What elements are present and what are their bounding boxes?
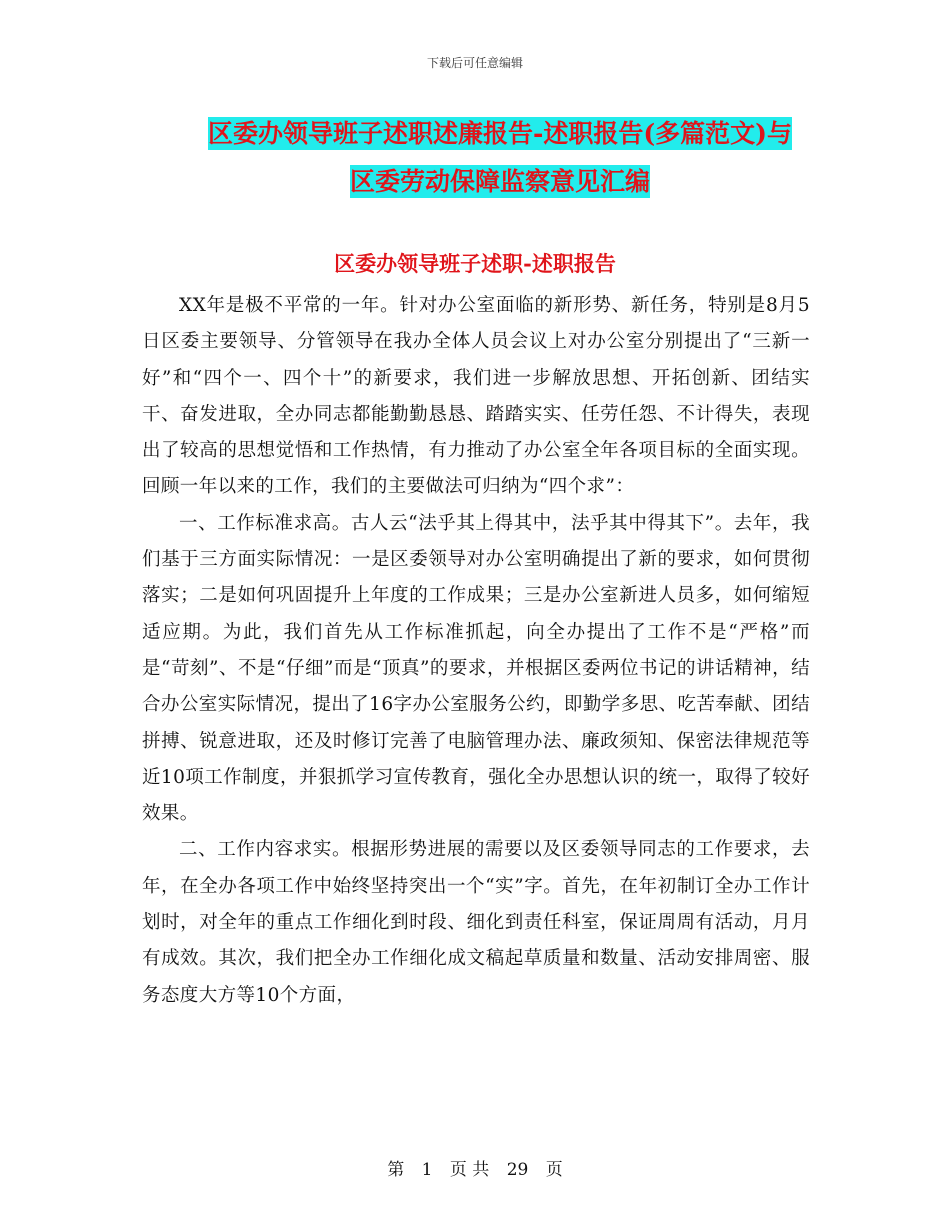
page-label-prefix: 第	[387, 1160, 405, 1180]
header-note: 下载后可任意编辑	[426, 56, 523, 70]
paragraph: 二、工作内容求实。根据形势进展的需要以及区委领导同志的工作要求，去年，在全办各项工作中始终坚持突出一个“实”字。首先，在年初制订全办工作计划时，对全年的重点工作细化到时段、细化到责任科室，保证周周有活动，月月有成效。其次，我们把全办工作细化成文稿起草质量和数量、活动安排周密、服务态度大方等10个方面，	[142, 839, 810, 1006]
paragraph: XX年是极不平常的一年。针对办公室面临的新形势、新任务，特别是8月5日区委主要领导、分管领导在我办全体人员会议上对办公室分别提出了“三新一好”和“四个一、四个十”的新要求，我们进一步解放思想、开拓创新、团结实干、奋发进取，全办同志都能勤勤恳恳、踏踏实实、任劳任怨、不计得失，表现出了较高的思想觉悟和工作热情，有力推动了办公室全年各项目标的全面实现。回顾一年以来的工作，我们的主要做法可归纳为“四个求”：	[142, 295, 810, 498]
title-line-1: 区委办领导班子述职述廉报告-述职报告(多篇范文)与	[207, 119, 793, 148]
document-title	[140, 110, 860, 206]
body-text	[142, 288, 810, 1014]
paragraph: 一、工作标准求高。古人云“法乎其上得其中，法乎其中得其下”。去年，我们基于三方面实际情况：一是区委领导对办公室明确提出了新的要求，如何贯彻落实；二是如何巩固提升上年度的工作成果；三是办公室新进人员多，如何缩短适应期。为此，我们首先从工作标准抓起，向全办提出了工作不是“严格”而是“苛刻”、不是“仔细”而是“顶真”的要求，并根据区委两位书记的讲话精神，结合办公室实际情况，提出了16字办公室服务公约，即勤学多思、吃苦奉献、团结拼搏、锐意进取，还及时修订完善了电脑管理办法、廉政须知、保密法律规范等近10项工作制度，并狠抓学习宣传教育，强化全办思想认识的统一，取得了较好效果。	[142, 512, 810, 825]
page-number: 1	[421, 1160, 433, 1180]
title-line-2: 区委劳动保障监察意见汇编	[349, 167, 650, 196]
section-subtitle: 区委办领导班子述职-述职报告	[334, 251, 616, 276]
page-total: 29	[506, 1160, 529, 1180]
page-label-suffix: 页	[545, 1160, 563, 1180]
page-label-middle: 页 共	[449, 1160, 490, 1180]
page-footer	[0, 1155, 950, 1180]
